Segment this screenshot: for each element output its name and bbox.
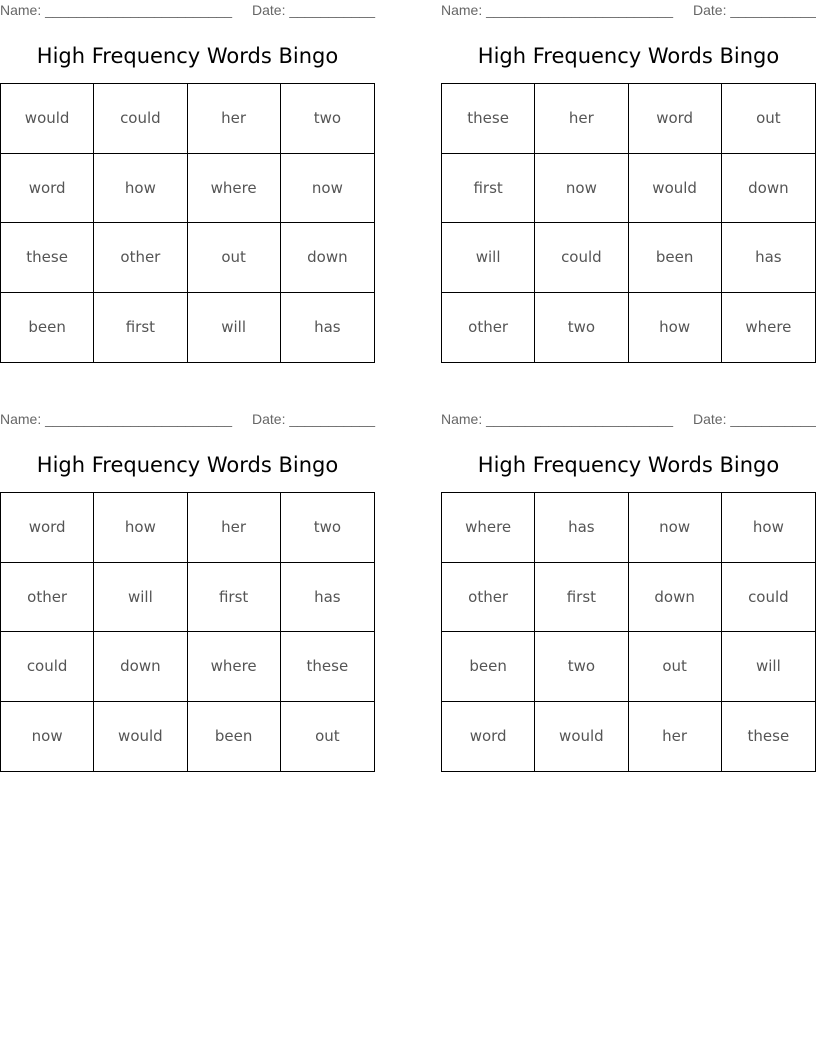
- date-field: Date: ___________: [693, 411, 816, 427]
- card-title: High Frequency Words Bingo: [477, 453, 780, 477]
- bingo-cell: now: [629, 493, 722, 563]
- name-field: Name: ________________________: [0, 411, 232, 427]
- card-header: [441, 409, 816, 431]
- bingo-cell: would: [1, 84, 94, 154]
- bingo-cell: now: [535, 154, 628, 224]
- bingo-cell: out: [629, 632, 722, 702]
- bingo-cell: these: [442, 84, 535, 154]
- bingo-cell: two: [535, 293, 628, 363]
- bingo-cell: word: [1, 154, 94, 224]
- bingo-cell: where: [188, 632, 281, 702]
- bingo-cell: these: [747, 727, 790, 746]
- card-title: High Frequency Words Bingo: [36, 44, 339, 68]
- bingo-grid: [441, 492, 816, 772]
- bingo-cell: out: [722, 84, 815, 154]
- date-field: Date: ___________: [693, 2, 816, 18]
- bingo-cell: would: [94, 702, 187, 772]
- bingo-cell: word: [1, 493, 94, 563]
- bingo-cell: could: [535, 223, 628, 293]
- bingo-card-1: [0, 0, 375, 363]
- bingo-cell: down: [94, 632, 187, 702]
- name-field: Name: ________________________: [441, 411, 673, 427]
- bingo-cell: has: [281, 563, 374, 633]
- bingo-grid: [0, 83, 375, 363]
- bingo-cell: her: [535, 84, 628, 154]
- bingo-cell: how: [629, 293, 722, 363]
- bingo-cell: would: [535, 702, 628, 772]
- bingo-cell: now: [1, 702, 94, 772]
- bingo-cell: first: [94, 293, 187, 363]
- name-field: Name: ________________________: [0, 2, 232, 18]
- card-title: High Frequency Words Bingo: [477, 44, 780, 68]
- bingo-cell: how: [94, 493, 187, 563]
- bingo-cell: has: [535, 493, 628, 563]
- bingo-cell: how: [722, 493, 815, 563]
- bingo-cell: first: [535, 563, 628, 633]
- bingo-cell: been: [188, 702, 281, 772]
- bingo-cell: could: [1, 632, 94, 702]
- bingo-cell: her: [188, 84, 281, 154]
- name-field: Name: ________________________: [441, 2, 673, 18]
- card-header: [0, 0, 375, 22]
- bingo-cell: where: [442, 493, 535, 563]
- bingo-cell: out: [315, 727, 340, 746]
- bingo-cell: would: [629, 154, 722, 224]
- bingo-cell: these: [281, 632, 374, 702]
- bingo-grid: [0, 492, 375, 772]
- bingo-cell: down: [722, 154, 815, 224]
- bingo-cell: her: [629, 702, 722, 772]
- bingo-cell: out: [188, 223, 281, 293]
- bingo-cell: word: [629, 84, 722, 154]
- bingo-cell: will: [442, 223, 535, 293]
- bingo-cell: been: [442, 632, 535, 702]
- bingo-cell: been: [629, 223, 722, 293]
- card-header: [0, 409, 375, 431]
- bingo-cell: down: [281, 223, 374, 293]
- bingo-cell: her: [188, 493, 281, 563]
- bingo-cell: other: [94, 223, 187, 293]
- bingo-cell: has: [314, 318, 341, 337]
- bingo-cell: two: [281, 493, 374, 563]
- date-field: Date: ___________: [252, 411, 375, 427]
- bingo-cell: will: [94, 563, 187, 633]
- bingo-cell: first: [188, 563, 281, 633]
- bingo-card-2: [441, 0, 816, 363]
- bingo-card-4: [441, 409, 816, 772]
- bingo-cell: first: [442, 154, 535, 224]
- card-title: High Frequency Words Bingo: [36, 453, 339, 477]
- bingo-grid: [441, 83, 816, 363]
- date-field: Date: ___________: [252, 2, 375, 18]
- bingo-cell: will: [722, 632, 815, 702]
- bingo-cell: word: [442, 702, 535, 772]
- bingo-cell: other: [442, 563, 535, 633]
- bingo-cell: could: [94, 84, 187, 154]
- bingo-cell: has: [722, 223, 815, 293]
- bingo-cell: where: [745, 318, 792, 337]
- bingo-card-3: [0, 409, 375, 772]
- bingo-cell: will: [188, 293, 281, 363]
- bingo-cell: how: [94, 154, 187, 224]
- bingo-cell: been: [1, 293, 94, 363]
- bingo-cell: could: [722, 563, 815, 633]
- bingo-cell: these: [1, 223, 94, 293]
- bingo-cell: two: [535, 632, 628, 702]
- bingo-cell: down: [629, 563, 722, 633]
- bingo-cell: where: [188, 154, 281, 224]
- bingo-cell: two: [281, 84, 374, 154]
- bingo-cell: now: [281, 154, 374, 224]
- bingo-cell: other: [442, 293, 535, 363]
- card-header: [441, 0, 816, 22]
- bingo-cell: other: [1, 563, 94, 633]
